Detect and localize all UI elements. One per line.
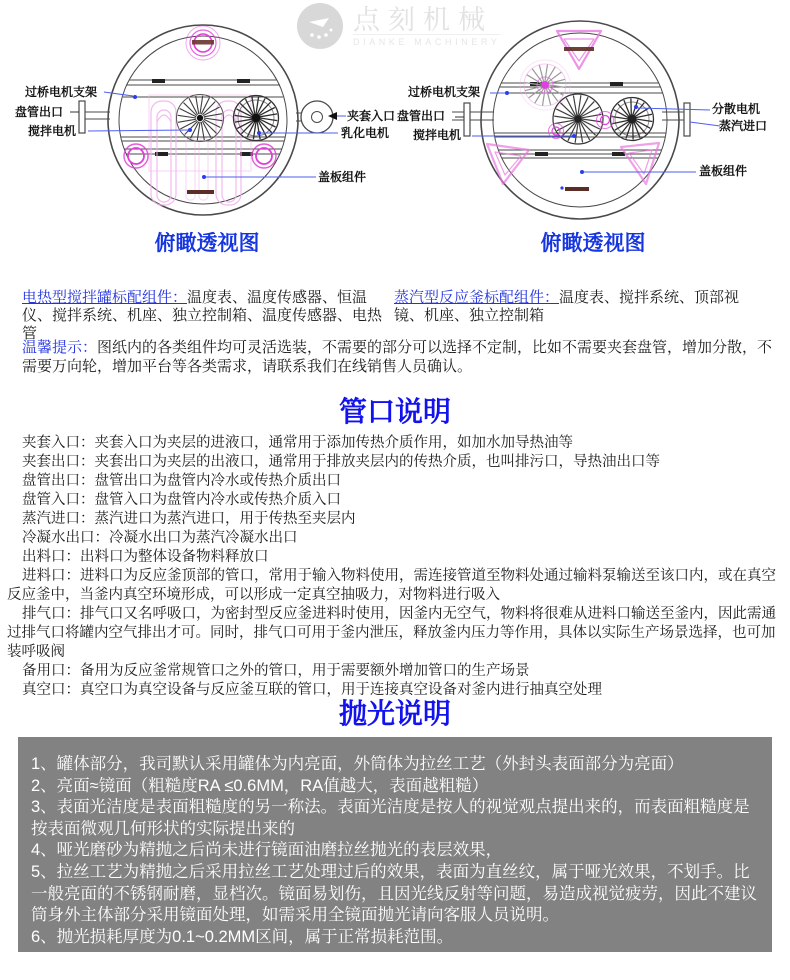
caption-right-diagram: 俯瞰透视图 [540, 232, 646, 255]
port-item-discharge: 出料口：出料口为整体设备物料释放口 [22, 549, 269, 565]
polish-item-6: 6、抛光损耗厚度为0.1~0.2MM区间，属于正常损耗范围。 [31, 927, 454, 946]
standard-components-section [22, 289, 774, 343]
left-tank-drawing [70, 25, 346, 215]
ports-list [7, 434, 779, 700]
port-item-spare: 备用口：备用为反应釜常规管口之外的管口，用于需要额外增加管口的生产场景 [22, 663, 530, 679]
port-item-steam-inlet: 蒸汽进口：蒸汽进口为蒸汽进口，用于传热至夹层内 [22, 511, 356, 527]
label-jacket-inlet: 夹套入口 [347, 109, 396, 123]
steam-reactor-components-label: 蒸汽型反应釜标配组件： [394, 289, 560, 306]
label-bridge-motor-bracket-left: 过桥电机支架 [25, 85, 98, 99]
label-coil-outlet-right: 盘管出口 [397, 109, 446, 123]
port-item-exhaust: 排气口：排气口又名呼吸口，为密封型反应釜进料时使用，因釜内无空气，物料将很难从进料口输送至釜内，因此需通过排气口将罐内空气排出才可。同时，排气口可用于釜内泄压，释放釜内压力等作用，具体以实际生产场景选择，也可加装呼吸阀 [7, 606, 776, 660]
steam-reactor-components [394, 289, 768, 343]
port-item-condensate-outlet: 冷凝水出口：冷凝水出口为蒸汽冷凝水出口 [22, 530, 298, 546]
label-emulsify-motor: 乳化电机 [341, 126, 390, 140]
port-item-coil-outlet: 盘管出口：盘管出口为盘管内冷水或传热介质出口 [22, 473, 341, 489]
label-cover-assembly-right: 盖板组件 [699, 164, 748, 178]
port-item-jacket-inlet: 夹套入口：夹套入口为夹层的进液口，通常用于添加传热介质作用，如加水加导热油等 [22, 435, 573, 451]
polish-item-2: 2、亮面≈镜面（粗糙度RA ≤0.6MM，RA值越大，表面越粗糙） [31, 776, 489, 795]
label-steam-inlet: 蒸汽进口 [719, 119, 768, 133]
logo-subtitle: DIANKE MACHINERY [353, 34, 500, 47]
label-disperse-motor: 分散电机 [712, 102, 761, 116]
electric-tank-components-label: 电热型搅拌罐标配组件： [22, 289, 188, 306]
label-cover-assembly-left: 盖板组件 [318, 170, 367, 184]
logo-mark-icon [296, 2, 344, 50]
polish-item-5: 5、拉丝工艺为精抛之后采用拉丝工艺处理过后的效果，表面为直丝纹，属于哑光效果，不划手。比一般亮面的不锈钢耐磨，显档次。镜面易划伤，且因光线反射等问题，易造成视觉疲劳，因此不建议筒身外主体部分采用镜面处理，如需采用全镜面抛光请向客服人员说明。 [31, 862, 757, 925]
electric-tank-components-text: 温度表、温度传感器、恒温仪、搅拌系统、机座、独立控制箱、温度传感器、电热管 [22, 289, 383, 342]
caption-left-diagram: 俯瞰透视图 [154, 232, 260, 255]
polish-item-3: 3、表面光洁度是表面粗糙度的另一称法。表面光洁度是按人的视觉观点提出来的，而表面粗糙度是按表面微观几何形状的实际提出来的 [31, 798, 750, 838]
polish-item-1: 1、罐体部分，我司默认采用罐体为内亮面，外筒体为拉丝工艺（外封头表面部分为亮面） [31, 755, 684, 773]
electric-tank-components [22, 289, 394, 343]
tips-label: 温馨提示： [22, 339, 98, 356]
ports-section-title: 管口说明 [338, 396, 451, 427]
friendly-tips [22, 339, 778, 376]
port-item-jacket-outlet: 夹套出口：夹套出口为夹层的出液口，通常用于排放夹层内的传热介质，也叫排污口，导热油出口等 [22, 454, 660, 470]
logo-title: 点刻机械 [353, 4, 493, 35]
label-stir-motor-left: 搅拌电机 [28, 124, 77, 138]
right-tank-drawing [452, 21, 720, 219]
label-bridge-motor-bracket-right: 过桥电机支架 [408, 85, 481, 99]
brand-logo [296, 2, 500, 50]
port-item-vacuum: 真空口：真空口为真空设备与反应釜互联的管口，用于连接真空设备对釜内进行抽真空处理 [22, 682, 602, 698]
diagram-section [0, 0, 790, 260]
port-item-coil-inlet: 盘管入口：盘管入口为盘管内冷水或传热介质入口 [22, 492, 341, 508]
steam-reactor-components-text: 温度表、搅拌系统、顶部视镜、机座、独立控制箱 [394, 289, 740, 324]
polish-item-4: 4、哑光磨砂为精抛之后尚未进行镜面油磨拉丝抛光的表层效果， [31, 841, 503, 860]
polish-section-title: 抛光说明 [338, 698, 451, 729]
tips-text: 图纸内的各类组件均可灵活选装，不需要的部分可以选择不定制，比如不需要夹套盘管，增加分散，不需要万向轮，增加平台等各类需求，请联系我们在线销售人员确认。 [22, 339, 773, 375]
polish-notes-box [18, 737, 772, 952]
label-stir-motor-right: 搅拌电机 [413, 128, 462, 142]
port-item-feed: 进料口：进料口为反应釜顶部的管口，常用于输入物料使用，需连接管道至物料处通过输料泵输送至该口内，或在真空反应釜中，当釜内真空环境形成，可以形成一定真空抽吸力，对物料进行吸入 [7, 568, 776, 603]
label-coil-outlet-left: 盘管出口 [15, 105, 64, 119]
